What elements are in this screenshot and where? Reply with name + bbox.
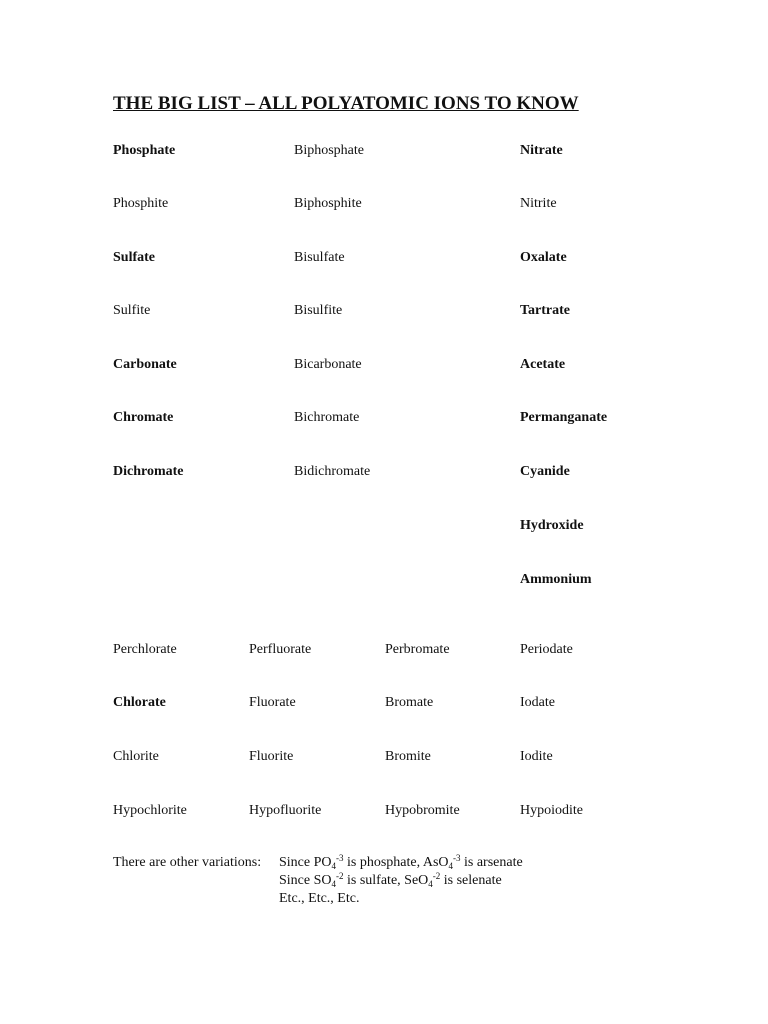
- ion-name: Phosphate: [113, 143, 176, 158]
- ion-name: Hydroxide: [520, 518, 584, 533]
- variations-line-2-text-c: is selenate: [440, 873, 502, 888]
- ion-name: Fluorite: [249, 749, 294, 764]
- ion-name: Chlorate: [113, 695, 166, 710]
- ion-name: Perbromate: [385, 642, 450, 657]
- ion-name: Iodite: [520, 749, 553, 764]
- ion-name: Bichromate: [294, 410, 360, 425]
- subscript: 4: [428, 879, 433, 889]
- ion-name: Biphosphite: [294, 196, 362, 211]
- variations-line-3: Etc., Etc., Etc.: [279, 891, 360, 906]
- ion-name: Nitrate: [520, 143, 563, 158]
- ion-name: Permanganate: [520, 410, 608, 425]
- variations-line-1: [279, 854, 523, 872]
- ion-name: Iodate: [520, 695, 555, 710]
- variations-line-1-text-a: Since PO: [279, 855, 332, 870]
- ion-name: Hypoiodite: [520, 803, 583, 818]
- variations-line-1-text-c: is arsenate: [460, 855, 523, 870]
- ion-name: Dichromate: [113, 464, 184, 479]
- ion-name: Oxalate: [520, 250, 567, 265]
- variations-line-1-text-b: is phosphate, AsO: [343, 855, 449, 870]
- ion-name: Carbonate: [113, 357, 177, 372]
- ion-name: Tartrate: [520, 303, 571, 318]
- ion-name: Ammonium: [520, 572, 592, 587]
- variations-line-2-text-b: is sulfate, SeO: [343, 873, 429, 888]
- ion-name: Hypofluorite: [249, 803, 322, 818]
- superscript: -3: [336, 853, 344, 863]
- ion-name: Perchlorate: [113, 642, 177, 657]
- ion-name: Hypochlorite: [113, 803, 187, 818]
- ion-name: Bromate: [385, 695, 434, 710]
- ion-name: Acetate: [520, 357, 566, 372]
- ion-name: Nitrite: [520, 196, 557, 211]
- ion-name: Cyanide: [520, 464, 570, 479]
- ion-name: Sulfate: [113, 250, 155, 265]
- ion-name: Biphosphate: [294, 143, 364, 158]
- ion-name: Bisulfite: [294, 303, 343, 318]
- ion-name: Bidichromate: [294, 464, 371, 479]
- variations-line-2: [279, 872, 502, 890]
- variations-lead: There are other variations:: [113, 855, 262, 870]
- ion-name: Fluorate: [249, 695, 296, 710]
- ion-name: Bisulfate: [294, 250, 345, 265]
- superscript: -2: [336, 871, 344, 881]
- subscript: 4: [331, 861, 336, 871]
- ion-name: Hypobromite: [385, 803, 460, 818]
- ion-name: Phosphite: [113, 196, 169, 211]
- subscript: 4: [448, 861, 453, 871]
- subscript: 4: [331, 879, 336, 889]
- ion-name: Chromate: [113, 410, 174, 425]
- ion-name: Perfluorate: [249, 642, 312, 657]
- ion-name: Periodate: [520, 642, 573, 657]
- superscript: -2: [432, 871, 441, 881]
- superscript: -3: [453, 853, 461, 863]
- variations-line-2-text-a: Since SO: [279, 873, 332, 888]
- ion-name: Bromite: [385, 749, 431, 764]
- page-title: THE BIG LIST – ALL POLYATOMIC IONS TO KNOW: [113, 93, 579, 114]
- ion-name: Sulfite: [113, 303, 151, 318]
- ion-name: Bicarbonate: [294, 357, 362, 372]
- ion-name: Chlorite: [113, 749, 159, 764]
